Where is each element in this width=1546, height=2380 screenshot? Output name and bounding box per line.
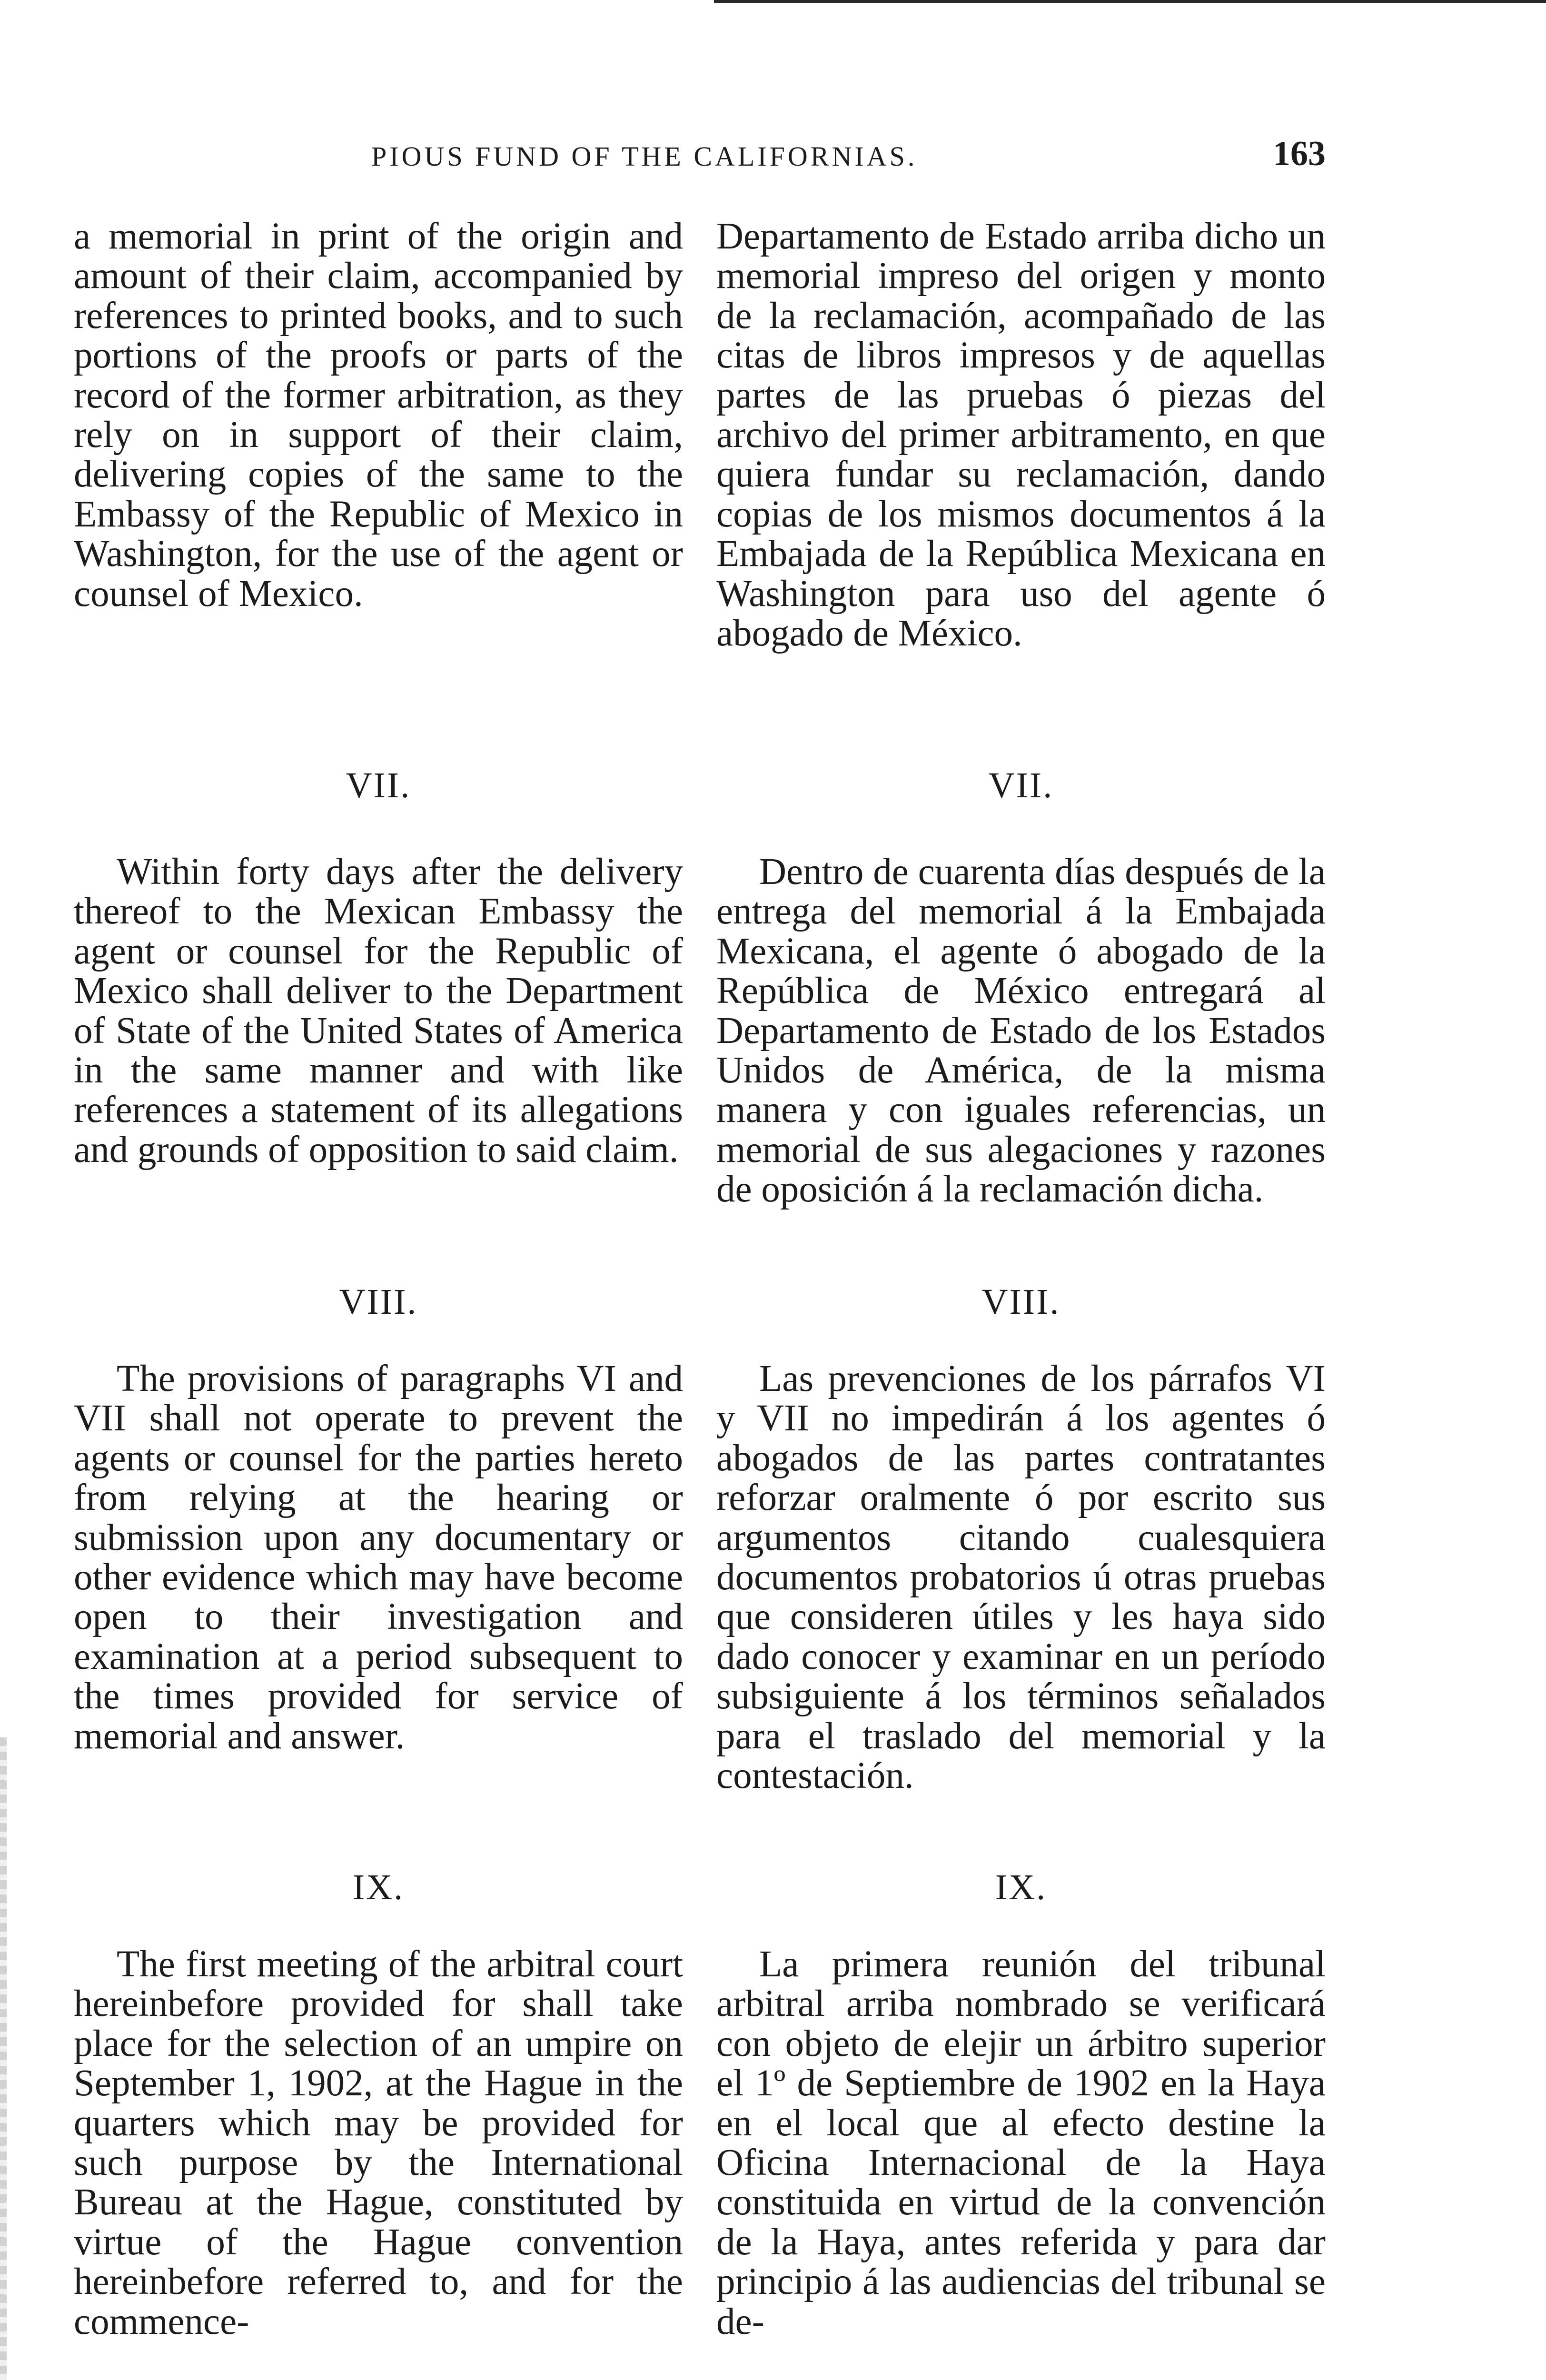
running-title: PIOUS FUND OF THE CALIFORNIAS.	[371, 141, 918, 172]
english-heading-vii: VII.	[346, 765, 411, 805]
spanish-heading-ix: IX.	[995, 1867, 1047, 1907]
spanish-paragraph-ix: La primera reunión del tribunal arbitral arriba nombrado se verificará con objeto de elejir un árbitro superior el 1º de Septiembre de 1902 en la Haya en el local que al efecto destine la Oficina Internacional de la Haya constituida en virtud de la convención de la Haya, antes referida y para dar principio á las audiencias del tribunal se de-	[716, 1944, 1326, 2342]
spanish-heading-vii: VII.	[988, 765, 1054, 805]
spanish-paragraph-vi-continued: Departamento de Estado arriba dicho un memorial impreso del origen y monto de la reclamación, acompañado de las citas de libros impresos y de aquellas partes de las pruebas ó piezas del archivo del primer arbitramento, en que quiera fundar su reclamación, dando copias de los mismos documentos á la Embajada de la República Mexicana en Washington para uso del agente ó abogado de México.	[716, 216, 1326, 654]
spanish-heading-viii: VIII.	[981, 1282, 1060, 1322]
spanish-paragraph-vii: Dentro de cuarenta días después de la entrega del memorial á la Embajada Mexicana, el agente ó abogado de la República de México entregará al Departamento de Estado de los Estados Unidos de América, de la misma manera y con iguales referencias, un memorial de sus alegaciones y razones de oposición á la reclamación dicha.	[716, 851, 1326, 1210]
scan-edge-shadow	[0, 1737, 7, 2380]
english-heading-ix: IX.	[352, 1867, 405, 1907]
top-edge-rule	[714, 0, 1546, 3]
english-paragraph-ix: The first meeting of the arbitral court hereinbefore provided for shall take place for the selection of an umpire on September 1, 1902, at the Hague in the quarters which may be provided for such purpose by the International Bureau at the Hague, constituted by virtue of the Hague convention hereinbefore referred to, and for the commence-	[74, 1944, 683, 2342]
english-heading-viii: VIII.	[339, 1282, 418, 1322]
running-header	[74, 136, 1326, 178]
spanish-paragraph-viii: Las prevenciones de los párrafos VI y VII no impedirán á los agentes ó abogados de las partes contratantes reforzar oralmente ó por escrito sus argumentos citando cualesquiera documentos probatorios ú otras pruebas que consideren útiles y les haya sido dado conocer y examinar en un período subsiguiente á los términos señalados para el traslado del memorial y la contestación.	[716, 1358, 1326, 1797]
english-paragraph-vi-continued: a memorial in print of the origin and amount of their claim, accompanied by references to printed books, and to such portions of the proofs or parts of the record of the former arbitration, as they rely on in support of their claim, delivering copies of the same to the Embassy of the Republic of Mexico in Washington, for the use of the agent or counsel of Mexico.	[74, 216, 683, 615]
page-number: 163	[1273, 134, 1326, 173]
english-paragraph-vii: Within forty days after the delivery thereof to the Mexican Embassy the agent or counsel for the Republic of Mexico shall deliver to the Department of State of the United States of America in the same manner and with like references a statement of its allegations and grounds of opposition to said claim.	[74, 851, 683, 1170]
english-paragraph-viii: The provisions of paragraphs VI and VII shall not operate to prevent the agents or counsel for the parties hereto from relying at the hearing or submission upon any documentary or other evidence which may have become open to their investigation and examination at a period subsequent to the times provided for service of memorial and answer.	[74, 1358, 683, 1757]
